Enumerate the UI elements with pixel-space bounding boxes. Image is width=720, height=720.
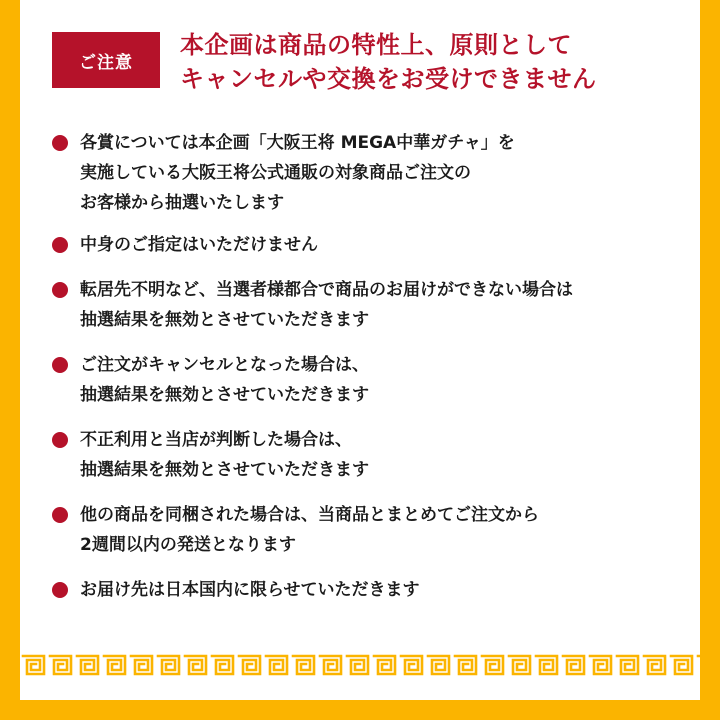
fret-pattern-icon — [20, 654, 700, 680]
rule-text: 転居先不明など、当選者様都合で商品のお届けができない場合は — [80, 280, 573, 300]
rule-text: 各賞については本企画「大阪王将 MEGA中華ガチャ」を — [80, 133, 515, 153]
rule-item — [50, 350, 680, 410]
notice-panel — [20, 0, 700, 700]
rules-list — [50, 128, 680, 605]
rule-text: 中身のご指定はいただけません — [80, 235, 318, 255]
rule-item — [50, 128, 680, 218]
rule-text: 抽選結果を無効とさせていただきます — [80, 385, 369, 405]
bullet-dot-icon — [52, 282, 68, 298]
headline-line: キャンセルや交換をお受けできません — [180, 65, 597, 93]
rule-item — [50, 575, 680, 605]
bullet-dot-icon — [52, 135, 68, 151]
rule-item — [50, 275, 680, 335]
rule-text: お客様から抽選いたします — [80, 193, 284, 213]
rule-item — [50, 230, 680, 260]
rule-text: 他の商品を同梱された場合は、当商品とまとめてご注文から — [80, 505, 539, 525]
notice-badge-label: ご注意 — [79, 52, 133, 73]
bullet-dot-icon — [52, 237, 68, 253]
rule-item — [50, 425, 680, 485]
bullet-dot-icon — [52, 507, 68, 523]
rule-text: 抽選結果を無効とさせていただきます — [80, 460, 369, 480]
bullet-dot-icon — [52, 357, 68, 373]
rule-text: お届け先は日本国内に限らせていただきます — [80, 580, 420, 600]
bullet-dot-icon — [52, 582, 68, 598]
rule-text: 実施している大阪王将公式通販の対象商品ご注文の — [80, 163, 471, 183]
bullet-dot-icon — [52, 432, 68, 448]
rule-item — [50, 500, 680, 560]
chinese-fret-border — [20, 652, 700, 682]
rule-text: ご注文がキャンセルとなった場合は、 — [80, 355, 369, 375]
notice-badge — [52, 32, 160, 88]
rule-text: 2週間以内の発送となります — [80, 535, 296, 555]
headline-line: 本企画は商品の特性上、原則として — [180, 31, 572, 59]
rule-text: 抽選結果を無効とさせていただきます — [80, 310, 369, 330]
rule-text: 不正利用と当店が判断した場合は、 — [80, 430, 352, 450]
notice-headline — [180, 28, 680, 96]
